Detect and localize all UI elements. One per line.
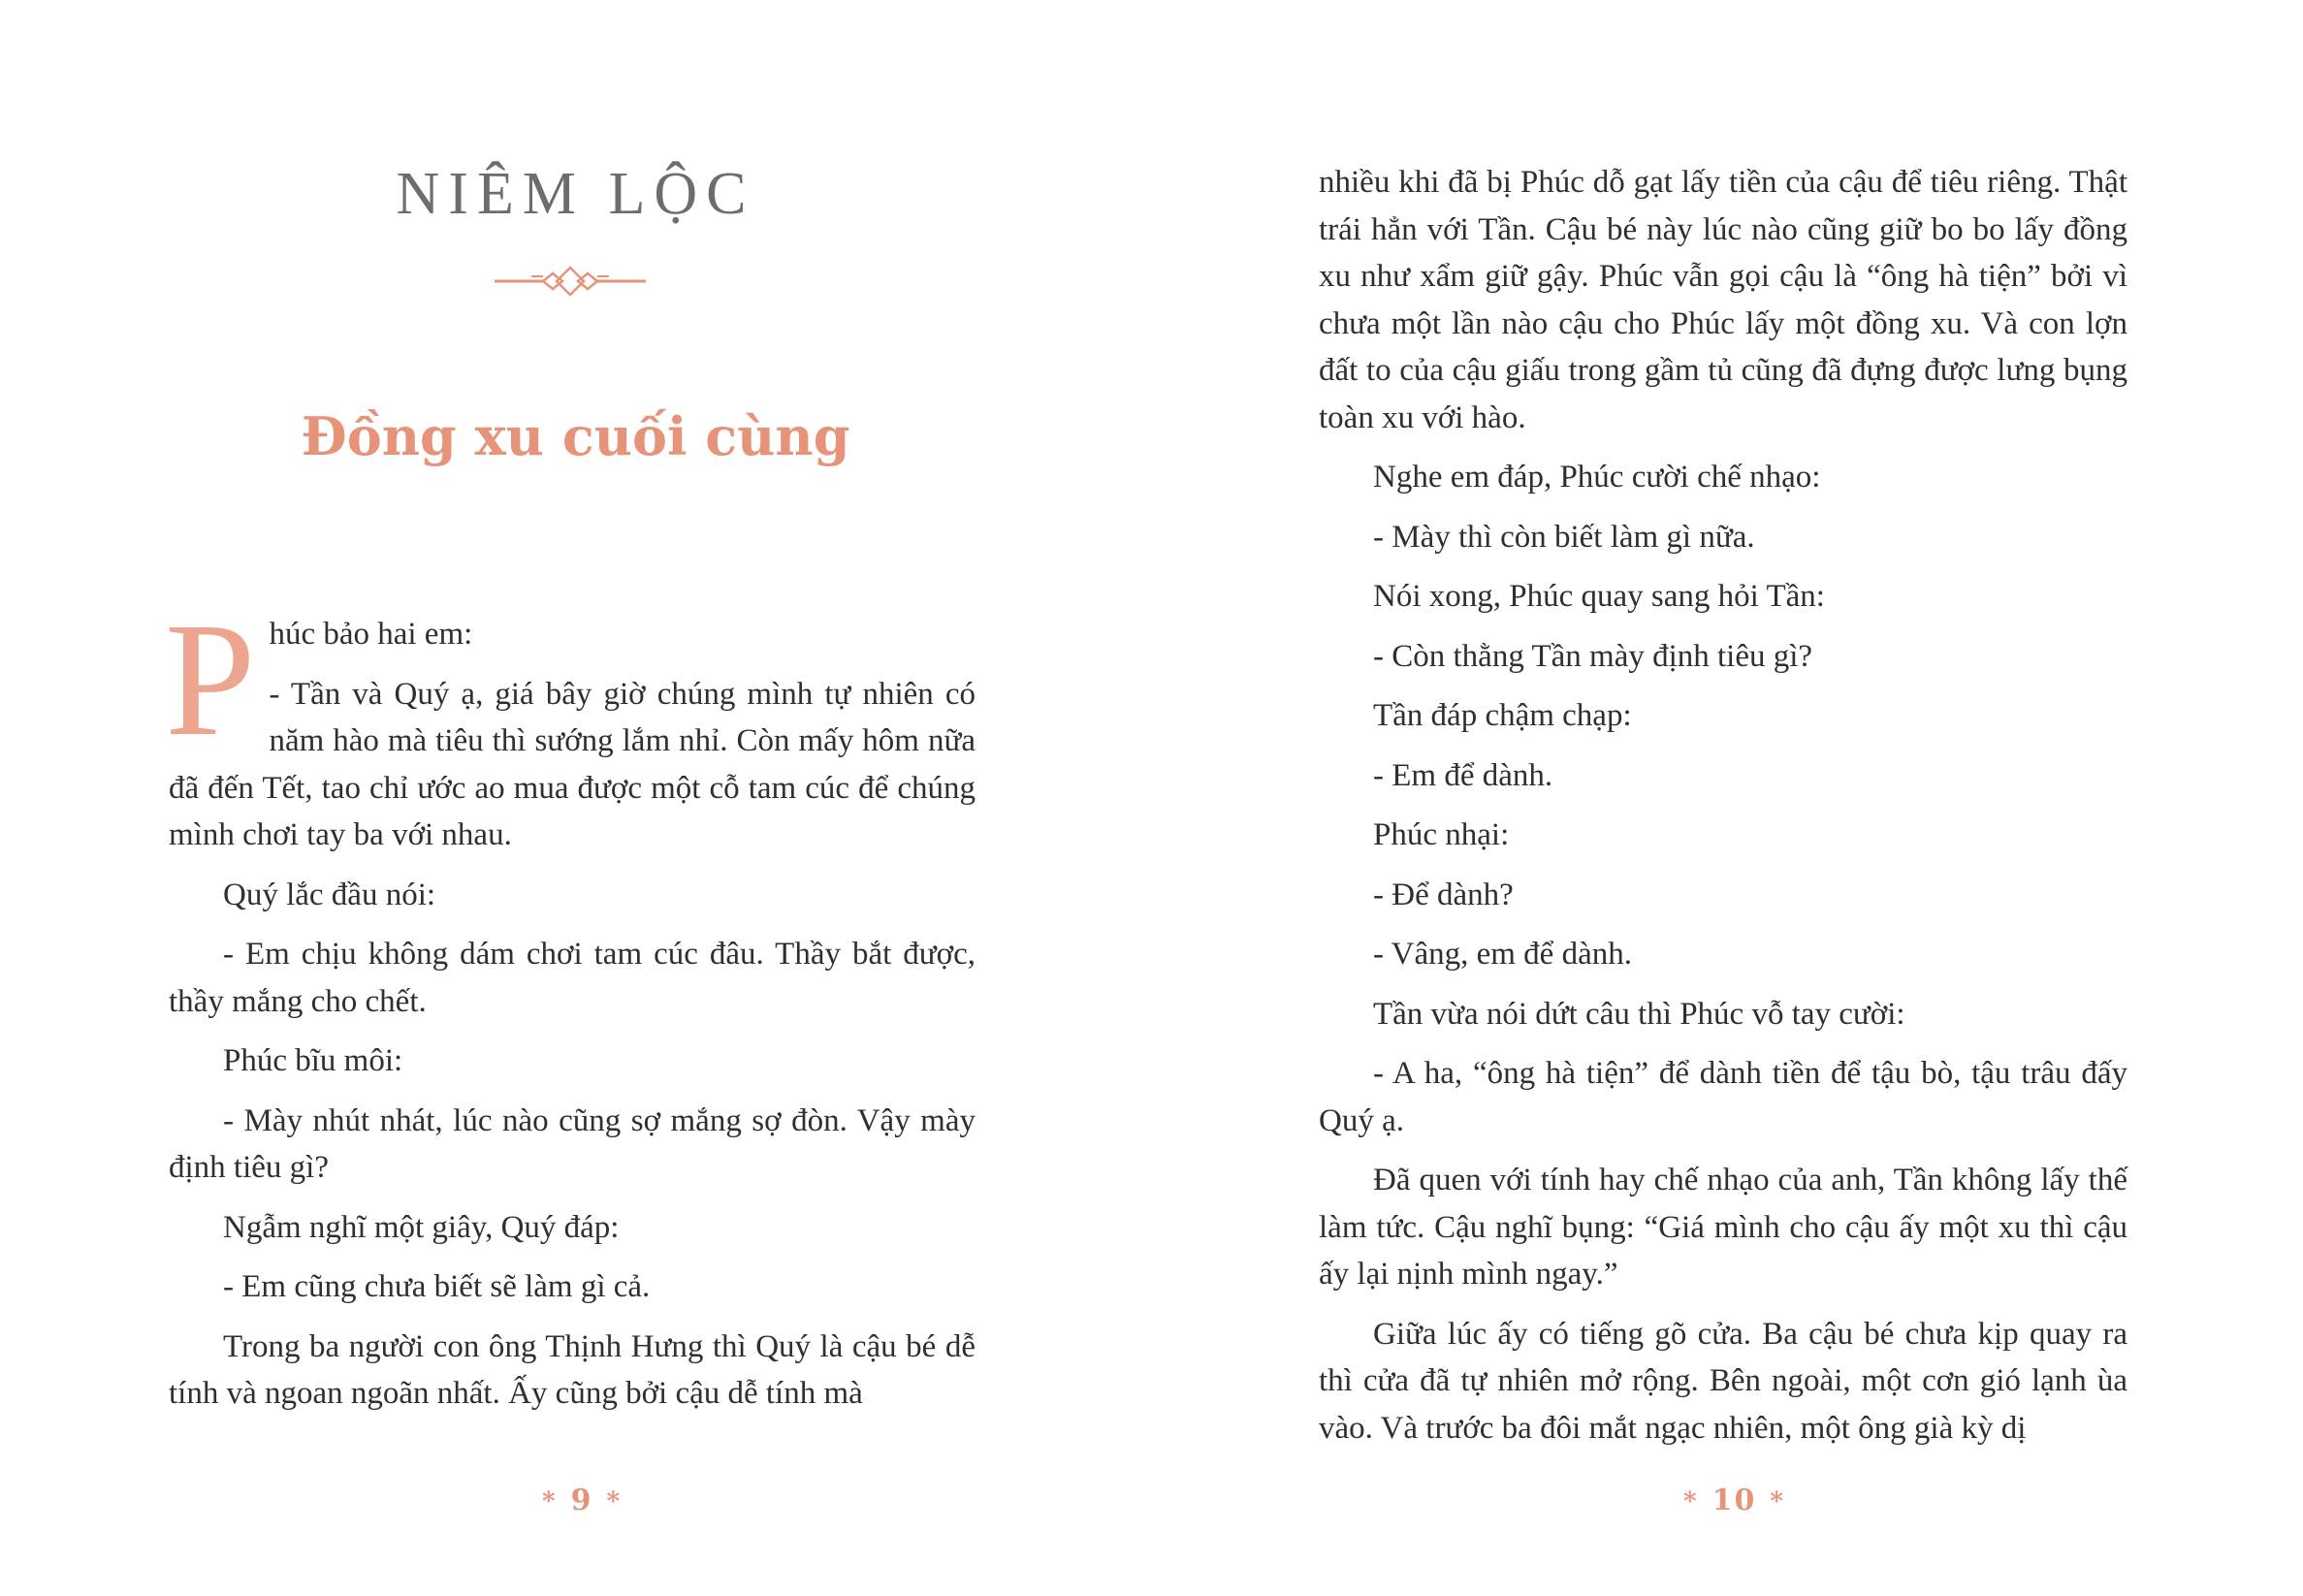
page-number-right	[1670, 1484, 1799, 1517]
paragraph: Nói xong, Phúc quay sang hỏi Tần:	[1373, 579, 1825, 614]
right-body-text	[1319, 159, 2127, 1464]
paragraph: - Vâng, em để dành.	[1373, 937, 1632, 972]
star-icon: *	[1770, 1487, 1785, 1516]
left-body-text	[165, 590, 976, 1430]
paragraph: - Mày nhút nhát, lúc nào cũng sợ mắng sợ đòn. Vậy mày định tiêu gì?	[169, 1102, 976, 1185]
paragraph: - Em để dành.	[1373, 757, 1553, 793]
page-number: 10	[1711, 1484, 1757, 1517]
chapter-title: Đồng xu cuối cùng	[301, 405, 850, 467]
paragraph: Ngẫm nghĩ một giây, Quý đáp:	[223, 1209, 620, 1245]
flourish-divider-icon	[493, 260, 648, 303]
opening-paragraph: Phúc bảo hai em:	[165, 590, 473, 770]
right-page	[1151, 0, 2303, 1596]
page-number-left	[528, 1484, 635, 1517]
paragraph: Nghe em đáp, Phúc cười chế nhạo:	[1373, 460, 1821, 495]
paragraph: Trong ba người con ông Thịnh Hưng thì Quý là cậu bé dễ tính và ngoan ngoãn nhất. Ấy cũng bởi cậu dễ tính mà	[169, 1328, 976, 1411]
paragraph: Quý lắc đầu nói:	[223, 877, 436, 912]
paragraph: - Tần và Quý ạ, giá bây giờ chúng mình tự nhiên có năm hào mà tiêu thì sướng lắm nhỉ. Còn mấy hôm nữa đã đến Tết, tao chỉ ước ao mua được một cỗ tam cúc để chúng mình chơi tay ba với nhau.	[169, 676, 976, 852]
paragraph: - Để dành?	[1373, 877, 1514, 912]
paragraph: Phúc bĩu môi:	[223, 1043, 403, 1078]
paragraph: Tần đáp chậm chạp:	[1373, 698, 1632, 733]
star-icon: *	[542, 1487, 558, 1516]
paragraph: - Em chịu không dám chơi tam cúc đâu. Thầy bắt được, thầy mắng cho chết.	[169, 937, 976, 1019]
paragraph: Phúc nhại:	[1373, 817, 1510, 852]
paragraph: - Em cũng chưa biết sẽ làm gì cả.	[223, 1269, 651, 1304]
left-page	[0, 0, 1151, 1596]
star-icon: *	[1683, 1487, 1699, 1516]
paragraph: nhiều khi đã bị Phúc dỗ gạt lấy tiền của cậu để tiêu riêng. Thật trái hẳn với Tần. Cậu bé này lúc nào cũng giữ bo bo lấy đồng xu như xẩm giữ gậy. Phúc vẫn gọi cậu là “ông hà tiện” bởi vì chưa một lần nào cậu cho Phúc lấy một đồng xu. Và con lợn đất to của cậu giấu trong gầm tủ cũng đã đựng được lưng bụng toàn xu với hào.	[1319, 165, 2127, 435]
paragraph: - Còn thằng Tần mày định tiêu gì?	[1373, 638, 1813, 674]
star-icon: *	[606, 1487, 623, 1516]
page-number: 9	[570, 1484, 593, 1517]
paragraph: Tần vừa nói dứt câu thì Phúc vỗ tay cười:	[1373, 996, 1905, 1032]
paragraph: - Mày thì còn biết làm gì nữa.	[1373, 519, 1755, 555]
drop-cap: P	[165, 590, 256, 770]
paragraph: - A ha, “ông hà tiện” để dành tiền để tậu bò, tậu trâu đấy Quý ạ.	[1319, 1056, 2127, 1138]
author-name: NIÊM LỘC	[396, 161, 755, 227]
paragraph: Đã quen với tính hay chế nhạo của anh, Tần không lấy thế làm tức. Cậu nghĩ bụng: “Giá mình cho cậu ấy một xu thì cậu ấy lại nịnh mình ngay.”	[1319, 1163, 2127, 1292]
paragraph: Giữa lúc ấy có tiếng gõ cửa. Ba cậu bé chưa kịp quay ra thì cửa đã tự nhiên mở rộng. Bên ngoài, một cơn gió lạnh ùa vào. Và trước ba đôi mắt ngạc nhiên, một ông già kỳ dị	[1319, 1316, 2127, 1446]
